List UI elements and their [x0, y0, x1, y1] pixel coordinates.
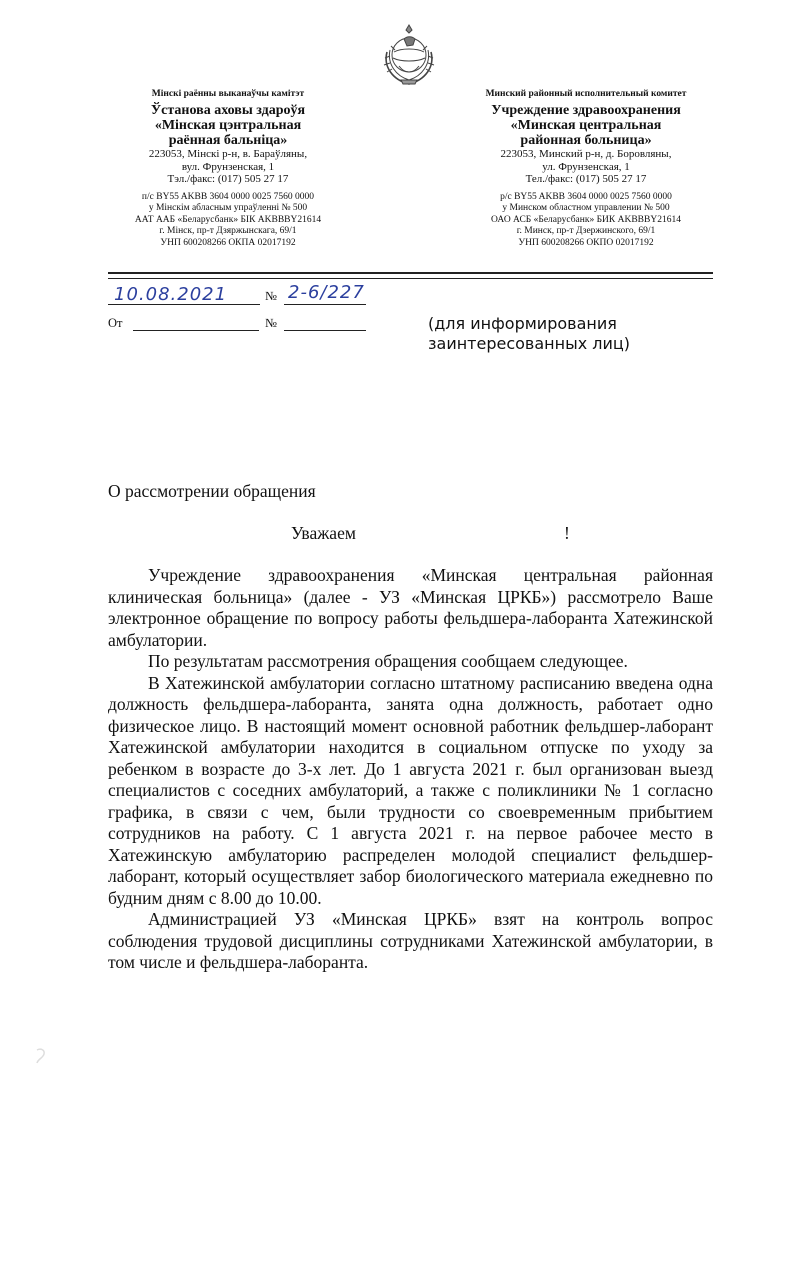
header-divider-thin — [108, 278, 713, 279]
addressee-line: (для информирования — [428, 314, 617, 333]
address-line: ул. Фрунзенская, 1 — [542, 160, 630, 173]
greeting-exclamation: ! — [564, 523, 570, 543]
addressee-note — [428, 314, 630, 354]
body-paragraph: Учреждение здравоохранения «Минская центральная районная клиническая больница» (далее - УЗ «Минская ЦРКБ») рассмотрело Ваше электронное обращение по вопросу работы фельдшера-лаборанта Хатежинской амбулатории. — [108, 565, 713, 650]
phone-line: Тел./факс: (017) 505 27 17 — [525, 173, 647, 185]
number-sign: № — [265, 289, 277, 303]
bank-line: г. Мінск, пр-т Дзяржынскага, 69/1 — [159, 226, 297, 236]
bank-line: р/с BY55 AKBB 3604 0000 0025 7560 0000 — [500, 191, 672, 202]
body-paragraph: Администрацией УЗ «Минская ЦРКБ» взят на контроль вопрос соблюдения трудовой дисциплины сотрудниками Хатежинской амбулатории, в том числе и фельдшера-лаборанта. — [108, 909, 713, 972]
handwritten-date: 10.08.2021 — [114, 284, 228, 305]
council-name-ru: Минский районный исполнительный комитет — [485, 89, 687, 99]
council-name-be: Мінскі раённы выканаўчы камітэт — [151, 89, 305, 99]
bank-line: п/с BY55 AKBB 3604 0000 0025 7560 0000 — [141, 191, 315, 202]
greeting: Уважаем — [291, 523, 356, 543]
body-paragraph: По результатам рассмотрения обращения сообщаем следующее. — [148, 651, 628, 671]
number-sign-2: № — [265, 316, 277, 330]
institution-line: Учреждение здравоохранения — [491, 103, 681, 118]
scan-mark-icon — [34, 1046, 48, 1066]
bank-line: ААТ ААБ «Беларусбанк» БІК AKBBBY21614 — [134, 214, 322, 225]
bank-line: ОАО АСБ «Беларусбанк» БИК AKBBBY21614 — [491, 214, 681, 225]
letter-subject: О рассмотрении обращения — [108, 481, 316, 501]
institution-line: раённая бальніца» — [168, 133, 288, 148]
phone-line: Тэл./факс: (017) 505 27 17 — [167, 173, 289, 185]
bank-line: УНП 600208266 ОКПА 02017192 — [160, 237, 296, 248]
header-divider-thick — [108, 272, 713, 274]
bank-line: г. Минск, пр-т Дзержинского, 69/1 — [516, 226, 656, 236]
header-left — [68, 88, 388, 249]
institution-line: районная больница» — [520, 133, 652, 148]
body-paragraph: В Хатежинской амбулатории согласно штатному расписанию введена одна должность фельдшера-лаборанта, занята одна должность, работает одно физическое лицо. В настоящий момент основной работник фельдшер-лаборант Хатежинской амбулатории находится в социальном отпуске по уходу за ребенком в возрасте до 3-х лет. До 1 августа 2021 г. был организован выезд специалистов с соседних амбулаторий, а также с поликлиники № 1 согласно графика, в связи с чем, были трудности со своевременным прибытием сотрудников на работу. С 1 августа 2021 г. на первое рабочее место в Хатежинскую амбулаторию распределен молодой специалист фельдшер-лаборант, который осуществляет забор биологического материала ежедневно по будним дням с 8.00 до 10.00. — [108, 672, 713, 908]
header-right — [426, 88, 746, 249]
from-label: От — [108, 316, 123, 330]
handwritten-number: 2-6/227 — [288, 282, 365, 303]
institution-line: «Мінская цэнтральная — [154, 118, 302, 133]
from-underline — [133, 314, 259, 331]
bank-line: у Минском областном управлении № 500 — [502, 203, 670, 213]
letter-body — [108, 565, 713, 974]
bank-line: у Мінскім абласным упраўленні № 500 — [148, 203, 308, 213]
number-underline-2 — [284, 314, 366, 331]
address-line: 223053, Минский р-н, д. Боровляны, — [500, 148, 672, 160]
bank-line: УНП 600208266 ОКПО 02017192 — [518, 237, 654, 248]
address-line: 223053, Мінскі р-н, в. Бараўляны, — [148, 148, 308, 160]
state-emblem-icon — [377, 22, 441, 88]
address-line: вул. Фрунзенская, 1 — [181, 160, 275, 173]
institution-line: «Минская центральная — [510, 118, 662, 133]
institution-line: Ўстанова аховы здароўя — [150, 103, 306, 118]
addressee-line: заинтересованных лиц) — [428, 334, 631, 353]
